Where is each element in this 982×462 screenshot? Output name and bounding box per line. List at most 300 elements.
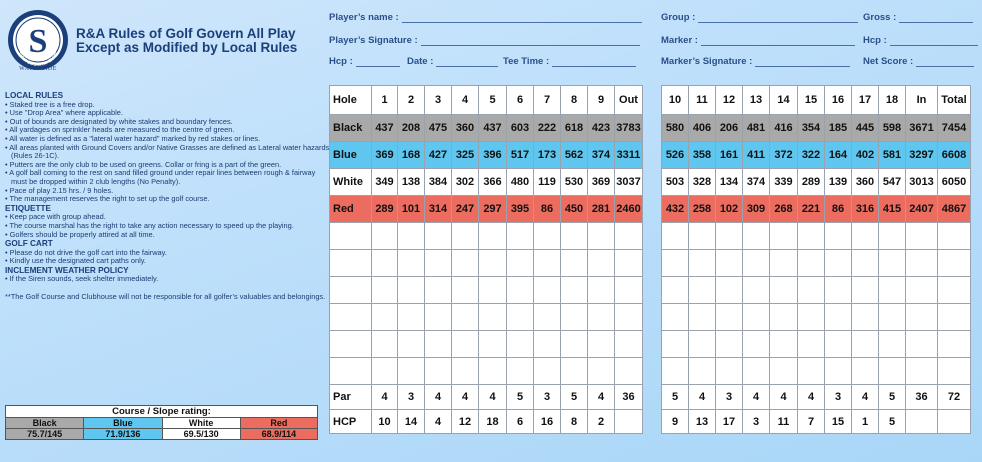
score-cell[interactable]: [615, 358, 643, 385]
score-cell[interactable]: [852, 223, 879, 250]
score-cell[interactable]: [689, 277, 716, 304]
hole-number: 7: [534, 86, 561, 115]
hcp-cell: [906, 410, 938, 434]
player-name-cell[interactable]: [330, 358, 372, 385]
hcp-cell: 4: [425, 410, 452, 434]
yardage-cell: 247: [452, 196, 479, 223]
score-cell[interactable]: [770, 304, 798, 331]
yardage-cell: 328: [689, 169, 716, 196]
score-cell[interactable]: [770, 223, 798, 250]
score-cell[interactable]: [452, 277, 479, 304]
score-row: [662, 358, 971, 385]
yardage-cell: 415: [879, 196, 906, 223]
score-cell[interactable]: [452, 331, 479, 358]
score-cell[interactable]: [425, 250, 452, 277]
score-cell[interactable]: [716, 358, 743, 385]
net-score-field[interactable]: [863, 56, 974, 67]
score-cell[interactable]: [588, 250, 615, 277]
par-cell: 72: [938, 385, 971, 410]
hole-number: 6: [507, 86, 534, 115]
slope-caption: Course / Slope rating:: [6, 406, 318, 418]
score-row: [662, 250, 971, 277]
score-cell[interactable]: [479, 223, 507, 250]
score-cell[interactable]: [798, 223, 825, 250]
par-cell: 36: [615, 385, 643, 410]
hole-number: 13: [743, 86, 770, 115]
score-cell[interactable]: [852, 304, 879, 331]
score-cell[interactable]: [561, 223, 588, 250]
slope-tee-black: Black: [6, 418, 84, 429]
hole-number: 9: [588, 86, 615, 115]
yardage-cell: 369: [588, 169, 615, 196]
yardage-cell: 475: [425, 115, 452, 142]
local-rule-item: • Use "Drop Area" where applicable.: [5, 108, 123, 118]
local-rule-item: • Pace of play 2.15 hrs. / 9 holes.: [5, 185, 114, 195]
local-rule-item: • Staked tree is a free drop.: [5, 99, 95, 109]
yardage-cell: 168: [398, 142, 425, 169]
score-cell[interactable]: [534, 250, 561, 277]
yardage-cell: 302: [452, 169, 479, 196]
yardage-cell: 603: [507, 115, 534, 142]
hcp-label: Hcp :: [329, 56, 353, 67]
yardage-cell: 221: [798, 196, 825, 223]
score-row: [662, 223, 971, 250]
score-cell[interactable]: [906, 250, 938, 277]
score-cell[interactable]: [716, 223, 743, 250]
score-cell[interactable]: [479, 250, 507, 277]
hcp2-field[interactable]: [863, 35, 978, 46]
score-cell[interactable]: [879, 223, 906, 250]
score-cell[interactable]: [534, 277, 561, 304]
score-cell[interactable]: [615, 250, 643, 277]
hole-number: Out: [615, 86, 643, 115]
marker-field[interactable]: [661, 35, 855, 46]
par-row: [330, 385, 643, 410]
player-name-cell[interactable]: [330, 277, 372, 304]
golf-cart-heading: GOLF CART: [5, 239, 53, 249]
local-rule-item: • The management reserves the right to set up the golf course.: [5, 194, 210, 204]
hcp-cell: 17: [716, 410, 743, 434]
score-cell[interactable]: [425, 304, 452, 331]
players-signature-field[interactable]: [329, 35, 640, 46]
score-cell[interactable]: [372, 223, 398, 250]
yardage-cell: 547: [879, 169, 906, 196]
score-cell[interactable]: [770, 250, 798, 277]
tee-time-label: Tee Time :: [503, 56, 550, 67]
tee-row-black: [662, 115, 971, 142]
yardage-cell: 119: [534, 169, 561, 196]
players-name-label: Player’s name :: [329, 12, 399, 23]
score-cell[interactable]: [852, 358, 879, 385]
yardage-cell: 222: [534, 115, 561, 142]
gross-label: Gross :: [863, 12, 897, 23]
par-cell: 4: [743, 385, 770, 410]
score-cell[interactable]: [507, 277, 534, 304]
liability-note: **The Golf Course and Clubhouse will not be responsible for all golfer’s valuables and belongings.: [5, 292, 326, 302]
yardage-cell: 411: [743, 142, 770, 169]
score-cell[interactable]: [615, 331, 643, 358]
score-cell[interactable]: [425, 358, 452, 385]
score-cell[interactable]: [716, 250, 743, 277]
yardage-cell: 206: [716, 115, 743, 142]
yardage-cell: 450: [561, 196, 588, 223]
score-cell[interactable]: [689, 358, 716, 385]
score-cell[interactable]: [743, 277, 770, 304]
hcp-cell: 15: [825, 410, 852, 434]
par-cell: 3: [825, 385, 852, 410]
score-cell[interactable]: [689, 304, 716, 331]
score-cell[interactable]: [825, 277, 852, 304]
yardage-cell: 281: [588, 196, 615, 223]
score-cell[interactable]: [479, 331, 507, 358]
etiquette-heading: ETIQUETTE: [5, 203, 51, 213]
title-line-2: Except as Modified by Local Rules: [76, 40, 298, 55]
score-cell[interactable]: [398, 223, 425, 250]
score-cell[interactable]: [372, 304, 398, 331]
slope-rating-white: 69.5/130: [162, 429, 240, 440]
score-cell[interactable]: [798, 331, 825, 358]
score-row: [662, 331, 971, 358]
yardage-cell: 437: [479, 115, 507, 142]
yardage-cell: 316: [852, 196, 879, 223]
yardage-cell: 530: [561, 169, 588, 196]
yardage-cell: 161: [716, 142, 743, 169]
logo-ring-text: SIAM COUNTRY CLUB: [17, 51, 59, 67]
score-cell[interactable]: [534, 331, 561, 358]
score-cell[interactable]: [561, 304, 588, 331]
hcp-field[interactable]: [329, 56, 400, 67]
score-cell[interactable]: [398, 358, 425, 385]
score-cell[interactable]: [561, 331, 588, 358]
local-rules-list: [5, 101, 330, 204]
score-row: [662, 304, 971, 331]
score-cell[interactable]: [425, 277, 452, 304]
yardage-cell: 325: [452, 142, 479, 169]
player-name-cell[interactable]: [330, 250, 372, 277]
tee-row-red: [662, 196, 971, 223]
score-cell[interactable]: [588, 223, 615, 250]
score-cell[interactable]: [662, 331, 689, 358]
local-rule-item: • Putters are the only club to be used on greens. Collar or fring is a part of the green.: [5, 159, 282, 169]
local-rule-item: • All water is defined as a "lateral water hazard" marked by red stakes or lines.: [5, 133, 261, 143]
yardage-cell: 138: [398, 169, 425, 196]
par-cell: 5: [507, 385, 534, 410]
date-field[interactable]: [407, 56, 498, 67]
score-cell[interactable]: [906, 331, 938, 358]
score-cell[interactable]: [938, 250, 971, 277]
yardage-cell: 86: [534, 196, 561, 223]
yardage-cell: 102: [716, 196, 743, 223]
yardage-cell: 562: [561, 142, 588, 169]
score-cell[interactable]: [716, 277, 743, 304]
yardage-cell: 7454: [938, 115, 971, 142]
score-cell[interactable]: [879, 358, 906, 385]
par-cell: 4: [425, 385, 452, 410]
yardage-cell: 384: [425, 169, 452, 196]
score-cell[interactable]: [561, 250, 588, 277]
score-cell[interactable]: [425, 223, 452, 250]
hcp-cell: 18: [479, 410, 507, 434]
hcp-cell: 10: [372, 410, 398, 434]
par-cell: 4: [770, 385, 798, 410]
yardage-cell: 437: [372, 115, 398, 142]
score-cell[interactable]: [372, 331, 398, 358]
score-cell[interactable]: [534, 304, 561, 331]
score-cell[interactable]: [743, 250, 770, 277]
hole-number: 3: [425, 86, 452, 115]
score-cell[interactable]: [615, 223, 643, 250]
hole-number: 12: [716, 86, 743, 115]
yardage-cell: 6050: [938, 169, 971, 196]
slope-rating-blue: 71.9/136: [84, 429, 162, 440]
etiquette-item: • The course marshal has the right to take any action necessary to speed up the playing.: [5, 220, 294, 230]
score-row: [662, 277, 971, 304]
score-cell[interactable]: [452, 358, 479, 385]
score-cell[interactable]: [689, 250, 716, 277]
hcp-row: [662, 410, 971, 434]
yardage-cell: 6608: [938, 142, 971, 169]
score-cell[interactable]: [825, 223, 852, 250]
slope-tee-white: White: [162, 418, 240, 429]
logo-letter: S: [28, 23, 48, 60]
hole-number: 2: [398, 86, 425, 115]
score-row: [330, 223, 643, 250]
score-cell[interactable]: [662, 223, 689, 250]
hcp-cell: 6: [507, 410, 534, 434]
score-cell[interactable]: [743, 304, 770, 331]
tee-row-blue: [330, 142, 643, 169]
date-label: Date :: [407, 56, 434, 67]
score-cell[interactable]: [588, 277, 615, 304]
score-cell[interactable]: [615, 304, 643, 331]
hole-row: [330, 86, 643, 115]
score-cell[interactable]: [906, 358, 938, 385]
hcp-cell: 9: [662, 410, 689, 434]
local-rules-heading: LOCAL RULES: [5, 91, 64, 100]
score-cell[interactable]: [398, 331, 425, 358]
score-cell[interactable]: [534, 358, 561, 385]
yardage-cell: 395: [507, 196, 534, 223]
yardage-cell: 164: [825, 142, 852, 169]
score-cell[interactable]: [825, 331, 852, 358]
score-cell[interactable]: [588, 331, 615, 358]
score-cell[interactable]: [798, 277, 825, 304]
score-cell[interactable]: [398, 304, 425, 331]
score-row: [330, 304, 643, 331]
score-cell[interactable]: [852, 250, 879, 277]
score-cell[interactable]: [770, 358, 798, 385]
score-cell[interactable]: [507, 304, 534, 331]
yardage-cell: 2460: [615, 196, 643, 223]
score-cell[interactable]: [534, 223, 561, 250]
score-cell[interactable]: [588, 304, 615, 331]
slope-tee-red: Red: [240, 418, 317, 429]
score-cell[interactable]: [938, 277, 971, 304]
score-cell[interactable]: [770, 277, 798, 304]
yardage-cell: 372: [770, 142, 798, 169]
hcp-cell: 11: [770, 410, 798, 434]
hole-number: Total: [938, 86, 971, 115]
player-name-cell[interactable]: [330, 331, 372, 358]
score-cell[interactable]: [479, 277, 507, 304]
yardage-cell: 526: [662, 142, 689, 169]
score-cell[interactable]: [507, 223, 534, 250]
tee-time-field[interactable]: [503, 56, 636, 67]
etiquette-item: • Golfers should be properly attired at all time.: [5, 229, 155, 239]
yardage-cell: 374: [743, 169, 770, 196]
score-cell[interactable]: [588, 358, 615, 385]
yardage-cell: 360: [452, 115, 479, 142]
etiquette-item: • Keep pace with group ahead.: [5, 212, 106, 222]
score-cell[interactable]: [479, 358, 507, 385]
yardage-cell: 369: [372, 142, 398, 169]
score-cell[interactable]: [798, 358, 825, 385]
score-cell[interactable]: [743, 331, 770, 358]
score-cell[interactable]: [716, 304, 743, 331]
gross-field[interactable]: [863, 12, 973, 23]
group-label: Group :: [661, 12, 696, 23]
hcp-cell: 3: [743, 410, 770, 434]
score-cell[interactable]: [507, 358, 534, 385]
score-cell[interactable]: [689, 223, 716, 250]
yardage-cell: 480: [507, 169, 534, 196]
score-cell[interactable]: [825, 304, 852, 331]
group-field[interactable]: [661, 12, 858, 23]
score-cell[interactable]: [852, 331, 879, 358]
score-cell[interactable]: [662, 358, 689, 385]
score-cell[interactable]: [452, 250, 479, 277]
score-cell[interactable]: [398, 277, 425, 304]
yardage-cell: 339: [770, 169, 798, 196]
hcp-cell: 14: [398, 410, 425, 434]
marker-label: Marker :: [661, 35, 698, 46]
par-cell: 4: [798, 385, 825, 410]
score-cell[interactable]: [879, 304, 906, 331]
player-name-cell[interactable]: [330, 223, 372, 250]
score-row: [330, 277, 643, 304]
tee-row-white: [330, 169, 643, 196]
slope-rating-table: [5, 405, 318, 440]
yardage-cell: 4867: [938, 196, 971, 223]
score-cell[interactable]: [938, 223, 971, 250]
score-cell[interactable]: [798, 250, 825, 277]
par-cell: 5: [879, 385, 906, 410]
tee-row-blue: [662, 142, 971, 169]
score-cell[interactable]: [798, 304, 825, 331]
score-cell[interactable]: [452, 223, 479, 250]
tee-name: White: [330, 169, 372, 196]
score-cell[interactable]: [825, 358, 852, 385]
score-cell[interactable]: [938, 331, 971, 358]
score-cell[interactable]: [743, 358, 770, 385]
markers-signature-field[interactable]: [661, 56, 850, 67]
yardage-cell: 396: [479, 142, 507, 169]
score-cell[interactable]: [372, 358, 398, 385]
score-cell[interactable]: [770, 331, 798, 358]
score-cell[interactable]: [561, 358, 588, 385]
golf-cart-item: • Kindly use the designated cart paths only.: [5, 256, 146, 266]
score-cell[interactable]: [372, 250, 398, 277]
yardage-cell: 427: [425, 142, 452, 169]
local-rule-item: • Out of bounds are designated by white stakes and boundary fences.: [5, 116, 233, 126]
yardage-cell: 432: [662, 196, 689, 223]
score-cell[interactable]: [716, 331, 743, 358]
hcp-cell: 7: [798, 410, 825, 434]
slope-rating-red: 68.9/114: [240, 429, 317, 440]
markers-signature-label: Marker’s Signature :: [661, 56, 753, 67]
score-cell[interactable]: [689, 331, 716, 358]
score-cell[interactable]: [938, 304, 971, 331]
hole-number: 18: [879, 86, 906, 115]
score-cell[interactable]: [879, 331, 906, 358]
yardage-cell: 581: [879, 142, 906, 169]
siam-country-club-logo: [6, 8, 70, 72]
par-cell: 4: [852, 385, 879, 410]
yardage-cell: 481: [743, 115, 770, 142]
tee-name: Black: [330, 115, 372, 142]
score-cell[interactable]: [507, 250, 534, 277]
score-cell[interactable]: [662, 277, 689, 304]
yardage-cell: 289: [798, 169, 825, 196]
hole-number: 15: [798, 86, 825, 115]
hole-number: 4: [452, 86, 479, 115]
score-cell[interactable]: [852, 277, 879, 304]
hole-row: [662, 86, 971, 115]
yardage-cell: 354: [798, 115, 825, 142]
score-cell[interactable]: [879, 250, 906, 277]
score-cell[interactable]: [938, 358, 971, 385]
score-cell[interactable]: [479, 304, 507, 331]
score-cell[interactable]: [425, 331, 452, 358]
score-cell[interactable]: [906, 223, 938, 250]
score-cell[interactable]: [906, 277, 938, 304]
par-cell: 3: [398, 385, 425, 410]
par-cell: 4: [479, 385, 507, 410]
yardage-cell: 314: [425, 196, 452, 223]
yardage-cell: 289: [372, 196, 398, 223]
hcp-cell: 13: [689, 410, 716, 434]
yardage-cell: 185: [825, 115, 852, 142]
score-cell[interactable]: [452, 304, 479, 331]
yardage-cell: 101: [398, 196, 425, 223]
players-name-field[interactable]: [329, 12, 642, 23]
par-row: [662, 385, 971, 410]
local-rule-item: • All yardages on sprinkler heads are measured to the centre of green.: [5, 125, 235, 135]
hole-number: 5: [479, 86, 507, 115]
tee-row-white: [662, 169, 971, 196]
score-cell[interactable]: [743, 223, 770, 250]
page-title: [76, 27, 297, 55]
score-cell[interactable]: [662, 250, 689, 277]
score-cell[interactable]: [507, 331, 534, 358]
score-cell[interactable]: [906, 304, 938, 331]
player-name-cell[interactable]: [330, 304, 372, 331]
par-label: Par: [330, 385, 372, 410]
score-cell[interactable]: [879, 277, 906, 304]
par-cell: 4: [452, 385, 479, 410]
tee-row-red: [330, 196, 643, 223]
score-cell[interactable]: [662, 304, 689, 331]
score-cell[interactable]: [615, 277, 643, 304]
score-cell[interactable]: [825, 250, 852, 277]
score-cell[interactable]: [398, 250, 425, 277]
yardage-cell: 322: [798, 142, 825, 169]
score-row: [330, 250, 643, 277]
rules-panel: [5, 91, 330, 302]
score-cell[interactable]: [561, 277, 588, 304]
score-cell[interactable]: [372, 277, 398, 304]
golf-cart-item: • Please do not drive the golf cart into the fairway.: [5, 247, 167, 257]
